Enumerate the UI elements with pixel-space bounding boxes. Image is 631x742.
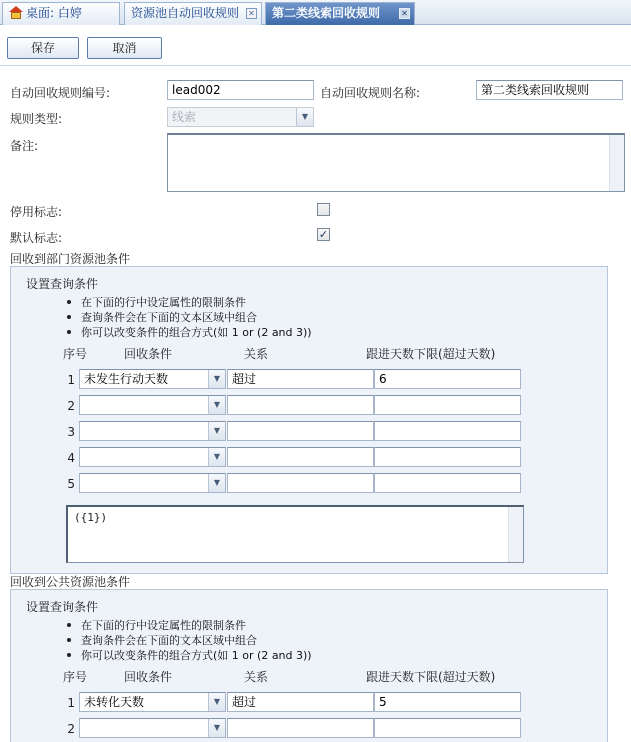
chevron-down-icon[interactable]: ▼ xyxy=(208,719,225,737)
close-icon[interactable]: ✕ xyxy=(399,8,410,19)
hint-text: 在下面的行中设定属性的限制条件 xyxy=(81,619,246,632)
expression-text: ({1}) xyxy=(74,511,108,524)
column-header-condition: 回收条件 xyxy=(124,670,173,684)
relation-input[interactable] xyxy=(227,421,374,441)
default-flag-checkbox[interactable]: ✓ xyxy=(318,228,329,241)
condition-select[interactable] xyxy=(79,473,226,493)
row-number: 2 xyxy=(67,399,75,413)
toolbar xyxy=(0,26,631,66)
chevron-down-icon[interactable]: ▼ xyxy=(208,474,225,492)
rule-name-label: 自动回收规则名称: xyxy=(320,86,421,100)
default-flag-label: 默认标志: xyxy=(10,231,63,245)
days-input[interactable] xyxy=(374,421,521,441)
days-input[interactable] xyxy=(374,447,521,467)
remark-label: 备注: xyxy=(10,139,39,153)
row-number: 4 xyxy=(67,451,75,465)
relation-input[interactable]: 超过 xyxy=(227,369,374,389)
hint-text: 查询条件会在下面的文本区域中组合 xyxy=(81,311,257,324)
row-number: 3 xyxy=(67,425,75,439)
column-header-relation: 关系 xyxy=(244,670,269,684)
relation-input[interactable]: 超过 xyxy=(227,692,374,712)
scrollbar[interactable] xyxy=(508,507,523,562)
days-input[interactable] xyxy=(374,395,521,415)
tab-second-lead-rule-label: 第二类线索回收规则 xyxy=(272,6,381,20)
days-input[interactable]: 6 xyxy=(374,369,521,389)
hint-text: 你可以改变条件的组合方式(如 1 or (2 and 3)) xyxy=(81,649,312,662)
tab-bar xyxy=(0,0,631,25)
chevron-down-icon[interactable]: ▼ xyxy=(208,396,225,414)
chevron-down-icon[interactable]: ▼ xyxy=(208,693,225,711)
column-header-seq: 序号 xyxy=(63,347,88,361)
bullet-icon xyxy=(67,623,71,627)
rule-code-input[interactable]: lead002 xyxy=(167,80,314,100)
days-input[interactable] xyxy=(374,718,521,738)
department-conditions-fieldset xyxy=(10,266,608,574)
section-title-public: 回收到公共资源池条件 xyxy=(10,575,131,589)
tab-second-lead-rule[interactable] xyxy=(265,2,415,25)
bullet-icon xyxy=(67,300,71,304)
disabled-flag-label: 停用标志: xyxy=(10,205,63,219)
condition-select[interactable] xyxy=(79,718,226,738)
tab-desktop-label: 桌面: 白婷 xyxy=(26,6,82,20)
row-number: 1 xyxy=(67,696,75,710)
condition-select[interactable] xyxy=(79,395,226,415)
tab-desktop[interactable] xyxy=(2,2,120,25)
condition-select[interactable] xyxy=(79,369,226,389)
hint-text: 查询条件会在下面的文本区域中组合 xyxy=(81,634,257,647)
chevron-down-icon[interactable]: ▼ xyxy=(208,448,225,466)
save-button[interactable]: 保存 xyxy=(7,37,79,59)
close-icon[interactable]: ✕ xyxy=(246,8,257,19)
condition-value: 未转化天数 xyxy=(84,695,145,709)
disabled-flag-checkbox[interactable] xyxy=(317,203,330,216)
condition-select[interactable] xyxy=(79,421,226,441)
condition-value: 未发生行动天数 xyxy=(84,372,169,386)
rule-type-select xyxy=(167,107,314,127)
rule-type-value: 线索 xyxy=(172,110,197,124)
rule-name-input[interactable]: 第二类线索回收规则 xyxy=(476,80,623,100)
chevron-down-icon: ▼ xyxy=(296,108,313,126)
condition-expression-textarea[interactable] xyxy=(66,505,524,563)
hint-text: 你可以改变条件的组合方式(如 1 or (2 and 3)) xyxy=(81,326,312,339)
days-input[interactable] xyxy=(374,473,521,493)
cancel-button[interactable]: 取消 xyxy=(87,37,162,59)
condition-select[interactable] xyxy=(79,692,226,712)
bullet-icon xyxy=(67,330,71,334)
column-header-seq: 序号 xyxy=(63,670,88,684)
column-header-condition: 回收条件 xyxy=(124,347,173,361)
rule-type-label: 规则类型: xyxy=(10,112,63,126)
home-icon xyxy=(9,6,23,19)
condition-select[interactable] xyxy=(79,447,226,467)
public-conditions-fieldset xyxy=(10,589,608,742)
query-legend: 设置查询条件 xyxy=(26,277,99,291)
column-header-relation: 关系 xyxy=(244,347,269,361)
column-header-value: 跟进天数下限(超过天数) xyxy=(366,670,496,684)
remark-textarea[interactable] xyxy=(167,133,625,192)
bullet-icon xyxy=(67,638,71,642)
chevron-down-icon[interactable]: ▼ xyxy=(208,370,225,388)
section-title-department: 回收到部门资源池条件 xyxy=(10,252,131,266)
relation-input[interactable] xyxy=(227,447,374,467)
rule-code-label: 自动回收规则编号: xyxy=(10,86,111,100)
bullet-icon xyxy=(67,653,71,657)
row-number: 5 xyxy=(67,477,75,491)
relation-input[interactable] xyxy=(227,718,374,738)
days-input[interactable]: 5 xyxy=(374,692,521,712)
row-number: 1 xyxy=(67,373,75,387)
scrollbar[interactable] xyxy=(609,135,624,191)
hint-text: 在下面的行中设定属性的限制条件 xyxy=(81,296,246,309)
tab-pool-rules[interactable] xyxy=(124,2,262,25)
column-header-value: 跟进天数下限(超过天数) xyxy=(366,347,496,361)
row-number: 2 xyxy=(67,722,75,736)
relation-input[interactable] xyxy=(227,473,374,493)
query-legend: 设置查询条件 xyxy=(26,600,99,614)
chevron-down-icon[interactable]: ▼ xyxy=(208,422,225,440)
tab-pool-rules-label: 资源池自动回收规则 xyxy=(131,6,240,20)
relation-input[interactable] xyxy=(227,395,374,415)
bullet-icon xyxy=(67,315,71,319)
